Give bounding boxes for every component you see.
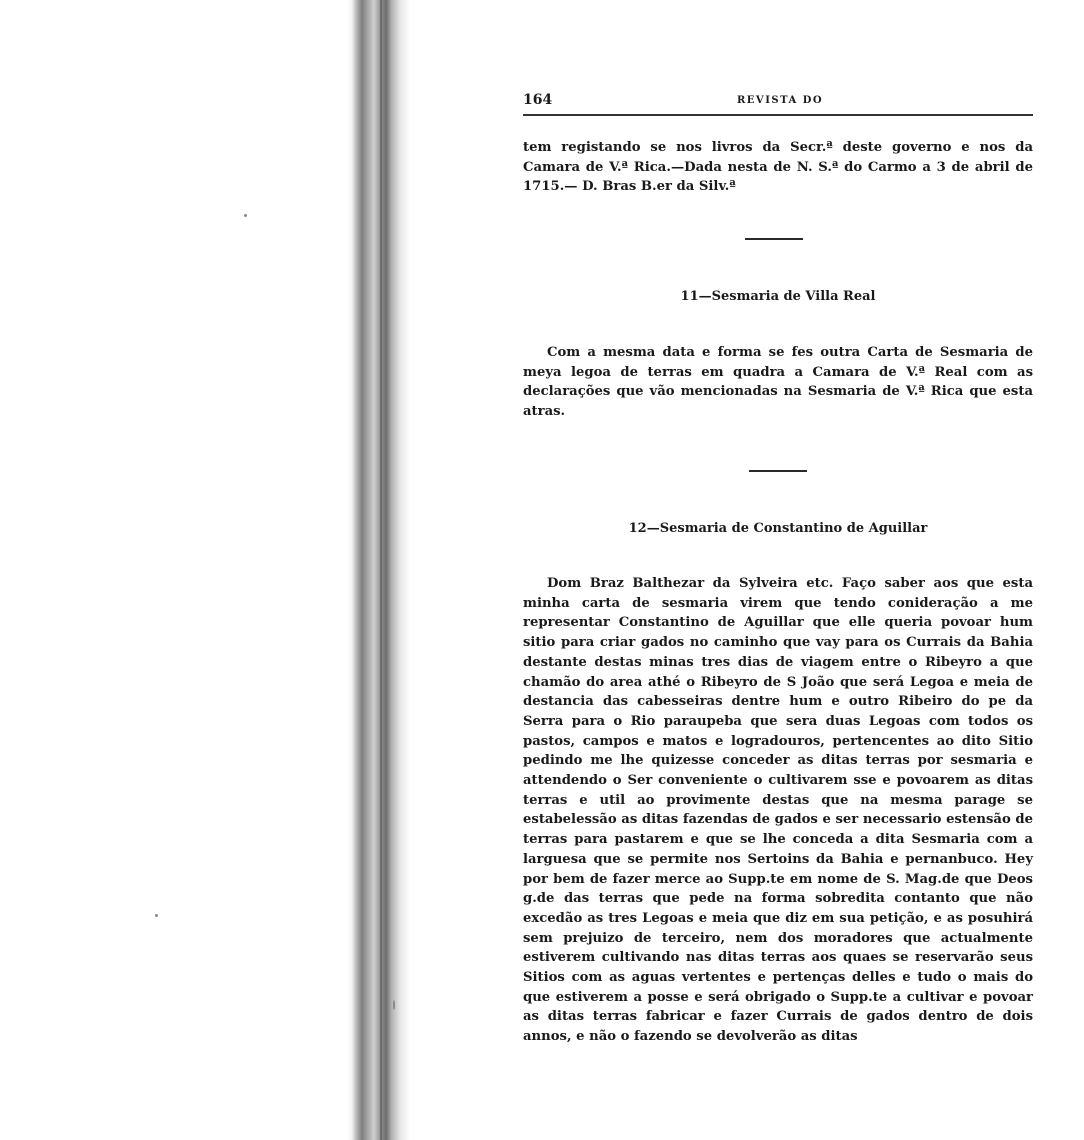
- running-title: REVISTA DO: [737, 95, 824, 106]
- gutter-fold-line: [380, 0, 382, 1140]
- section-title-constantino-aguillar: 12—Sesmaria de Constantino de Aguillar: [628, 521, 928, 536]
- section-paragraph-constantino-aguillar: Dom Braz Balthezar da Sylveira etc. Faço saber aos que esta minha carta de sesmaria virem que tendo conideração a me representar Constantino de Aguillar que elle queria povoar hum sitio para criar gados no caminho que vay para os Currais da Bahia destante destas minas tres dias de viagem entre o Ribeyro a que chamão do area athé o Ribeyro de S João que será Legoa e meia de destancia das cabesseiras dentre hum e outro Ribeiro do pe da Serra para o Rio paraupeba que sera duas Legoas com todos os pastos, campos e matos e logradouros, pertencentes ao dito Sitio pedindo me lhe quizesse conceder as ditas terras por sesmaria e attendendo o Ser conveniente o cultivarem sse e povoarem as ditas terras e util ao provimente destas que na mesma parage se estabelessão as ditas fazendas de gados e ser necessario estensão de terras para pastarem e que se lhe conceda a dita Sesmaria com a larguesa que se permite nos Sertoins da Bahia e pernanbuco. Hey por bem de fazer merce ao Supp.te em nome de S. Mag.de que Deos g.de das terras que pede na forma sobredita contanto que não excedão as tres Legoas e meia que diz em sua petição, e as posuhirá sem prejuizo de terceiro, nem dos moradores que actualmente estiverem cultivando nas ditas terras aos quaes se reservarão seus Sitios com as aguas vertentes e pertenças delles e tudo o mais do que estiverem a posse e será obrigado o Supp.te a cultivar e povoar as ditas terras fabricar e fazer Currais de gados dentro de dois annos, e não o fazendo se devolverão as ditas: [523, 576, 1033, 1045]
- scan-speck: [155, 914, 158, 917]
- scan-speck: [244, 214, 247, 217]
- intro-paragraph: tem registando se nos livros da Secr.ª deste governo e nos da Camara de V.ª Rica.—Dada nesta de N. S.ª do Carmo a 3 de abril de 1715.— D. Bras B.er da Silv.ª: [523, 140, 1033, 195]
- page-number: 164: [523, 92, 553, 108]
- page-header: [523, 92, 1033, 114]
- section-paragraph-villa-real: Com a mesma data e forma se fes outra Carta de Sesmaria de meya legoa de terras em quadra a Camara de V.ª Real com as declarações que vão mencionadas na Sesmaria de V.ª Rica que esta atras.: [523, 345, 1033, 420]
- book-gutter-shadow: [348, 0, 410, 1140]
- section-divider: [749, 470, 807, 472]
- section-title-villa-real: 11—Sesmaria de Villa Real: [680, 289, 876, 304]
- scan-speck: [393, 1000, 395, 1010]
- book-page: [523, 92, 1033, 114]
- header-rule: [523, 114, 1033, 116]
- section-divider: [745, 238, 803, 240]
